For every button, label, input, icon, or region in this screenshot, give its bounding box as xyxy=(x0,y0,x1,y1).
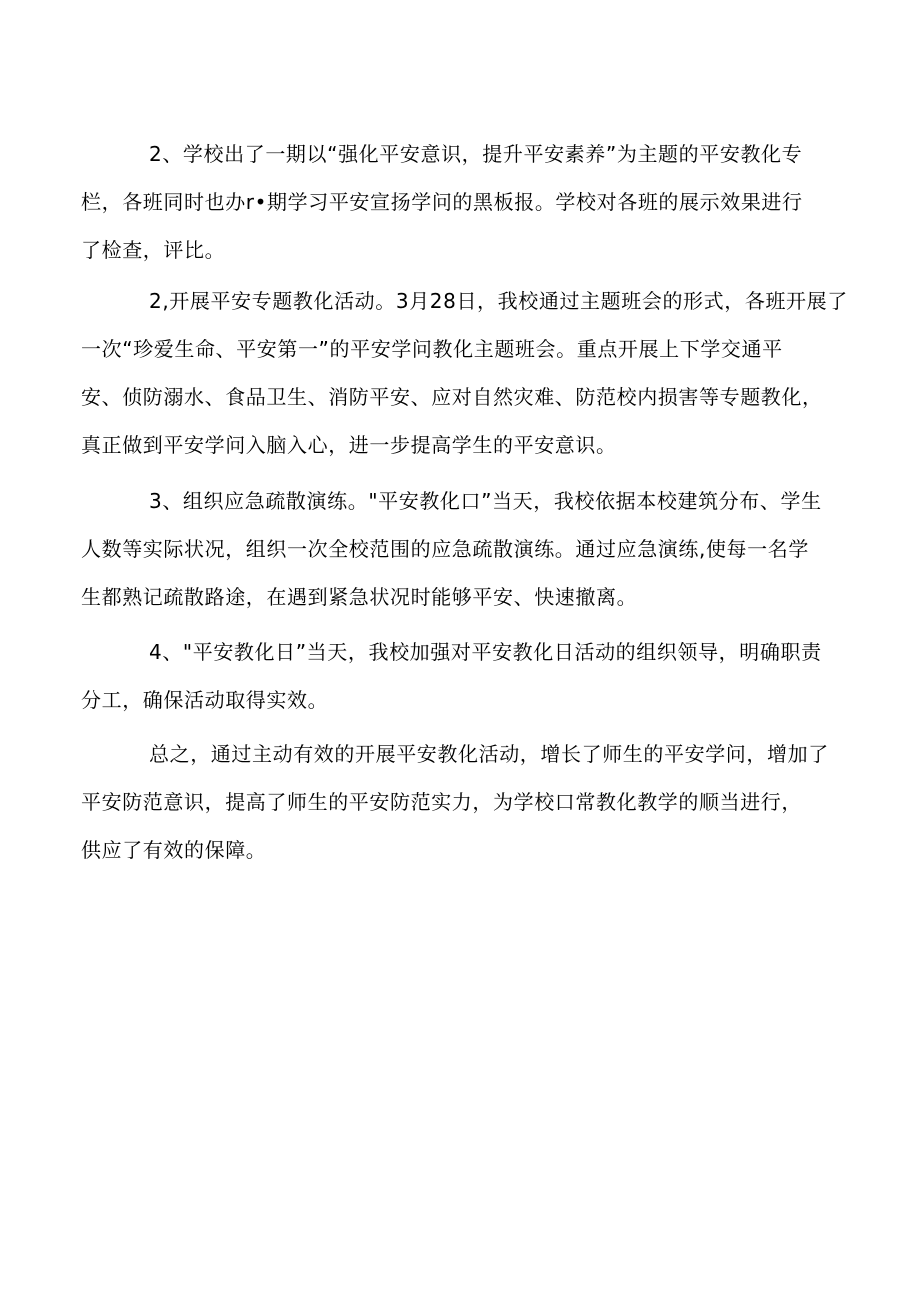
paragraph-line: 2,开展平安专题教化活动。3月28日，我校通过主题班会的形式，各班开展了 xyxy=(149,289,848,313)
paragraph-conclusion xyxy=(81,730,841,874)
paragraph-line: 人数等实际状况，组织一次全校范围的应急疏散演练。通过应急演练,使每一名学 xyxy=(81,537,809,561)
paragraph-safety-day xyxy=(81,628,841,724)
paragraph-line: 栏，各班同时也办r•期学习平安宣扬学问的黑板报。学校对各班的展示效果进行 xyxy=(81,190,803,214)
paragraph-line: 分工，确保活动取得实效。 xyxy=(81,688,329,712)
paragraph-line: 了检查，评比。 xyxy=(81,238,226,262)
paragraph-evacuation-drill xyxy=(81,477,841,621)
paragraph-line: 供应了有效的保障。 xyxy=(81,838,267,862)
paragraph-line: 4、"平安教化日”当天，我校加强对平安教化日活动的组织领导，明确职责 xyxy=(149,640,822,664)
paragraph-line: 2、学校出了一期以“强化平安意识，提升平安素养”为主题的平安教化专 xyxy=(149,142,803,166)
paragraph-special-education xyxy=(81,277,848,469)
paragraph-line: 总之，通过主动有效的开展平安教化活动，增长了师生的平安学问，增加了 xyxy=(149,742,829,766)
paragraph-campaign-column xyxy=(81,130,841,274)
paragraph-line: 真正做到平安学问入脑入心，进一步提高学生的平安意识。 xyxy=(81,433,617,457)
paragraph-line: 一次“珍爱生命、平安第一”的平安学问教化主题班会。重点开展上下学交通平 xyxy=(81,337,783,361)
paragraph-line: 安、侦防溺水、食品卫生、消防平安、应对自然灾难、防范校内损害等专题教化， xyxy=(81,385,823,409)
paragraph-line: 平安防范意识，提高了师生的平安防范实力，为学校口常教化教学的顺当进行， xyxy=(81,790,802,814)
paragraph-line: 生都熟记疏散路途，在遇到紧急状况时能够平安、快速撤离。 xyxy=(81,585,638,609)
paragraph-line: 3、组织应急疏散演练。"平安教化口”当天，我校依据本校建筑分布、学生 xyxy=(149,489,822,513)
